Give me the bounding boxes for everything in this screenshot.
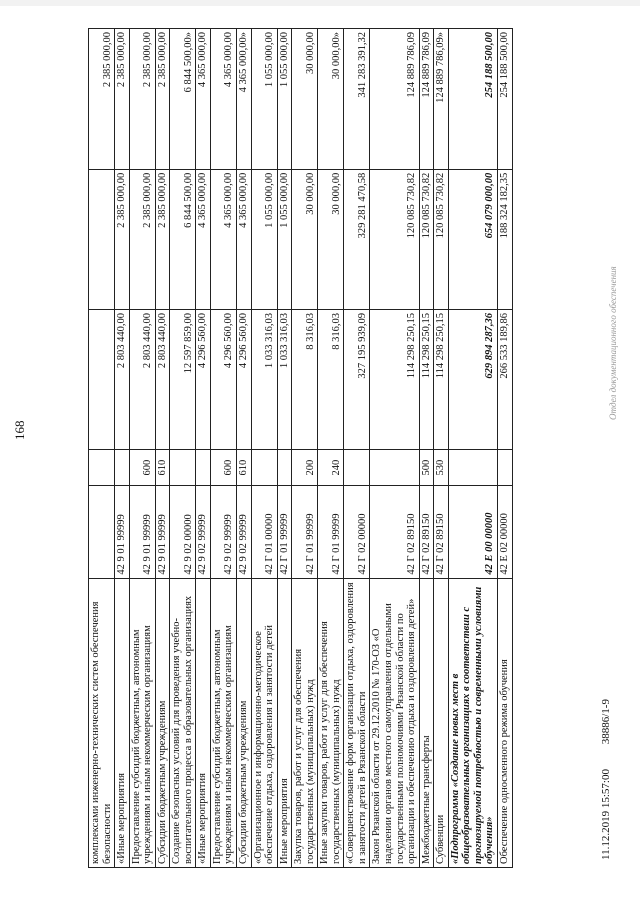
row-value-3-cell: 124 889 786,09» (434, 29, 449, 170)
row-vr-cell: 530 (434, 450, 449, 486)
table-row (89, 29, 115, 868)
table-row (155, 29, 170, 868)
row-name-cell: «Подпрограмма «Создание новых мест в общеобразовательных организациях в соответствии с прогнозируемой потребностью и современными условиями обучения» (448, 578, 497, 867)
row-value-2-cell: 1 055 000,00 (277, 169, 292, 309)
row-code-cell: 42 Г 02 00000 (344, 486, 370, 579)
table-row (292, 29, 318, 868)
table-row (419, 29, 434, 868)
row-vr-cell (497, 450, 512, 486)
department-stamp: Отдел документационного обеспечения (608, 266, 618, 420)
row-value-1-cell: 629 894 287,36 (448, 310, 497, 450)
row-value-3-cell: 1 055 000,00 (251, 29, 277, 170)
row-value-1-cell: 8 316,03 (292, 310, 318, 450)
row-value-1-cell: 327 195 939,09 (344, 310, 370, 450)
row-name-cell: Обеспечение односменного режима обучения (497, 578, 512, 867)
row-value-2-cell: 188 324 182,35 (497, 169, 512, 309)
row-value-3-cell: 4 365 000,00 (196, 29, 211, 170)
row-code-cell: 42 Г 01 99999 (318, 486, 344, 579)
row-name-cell: Иные закупки товаров, работ и услуг для обеспечения государственных (муниципальных) нужд (318, 578, 344, 867)
row-value-2-cell: 4 365 000,00 (196, 169, 211, 309)
row-value-3-cell: 1 055 000,00 (277, 29, 292, 170)
row-code-cell: 42 9 01 99999 (129, 486, 155, 579)
row-vr-cell (89, 450, 115, 486)
row-value-1-cell: 114 298 250,15 (419, 310, 434, 450)
footer (600, 677, 612, 860)
row-value-1-cell: 4 296 560,00 (237, 310, 252, 450)
row-vr-cell (170, 450, 196, 486)
budget-table (88, 28, 513, 868)
row-value-1-cell: 114 298 250,15 (370, 310, 419, 450)
row-code-cell: 42 Е 00 00000 (448, 486, 497, 579)
row-code-cell: 42 Г 01 99999 (277, 486, 292, 579)
row-value-2-cell (89, 169, 115, 309)
row-vr-cell: 200 (292, 450, 318, 486)
table-row (210, 29, 236, 868)
row-value-2-cell: 30 000,00 (318, 169, 344, 309)
footer-timestamp: 11.12.2019 15:57:00 (600, 769, 612, 860)
row-value-2-cell: 2 385 000,00 (115, 169, 130, 309)
table-row (115, 29, 130, 868)
row-vr-cell: 610 (237, 450, 252, 486)
table-row (251, 29, 277, 868)
row-value-3-cell: 2 385 000,00 (129, 29, 155, 170)
row-name-cell: «Иные мероприятия (115, 578, 130, 867)
row-value-1-cell: 2 803 440,00 (129, 310, 155, 450)
row-value-1-cell: 266 533 189,86 (497, 310, 512, 450)
row-value-1-cell (89, 310, 115, 450)
row-value-1-cell: 2 803 440,00 (115, 310, 130, 450)
row-code-cell: 42 9 01 99999 (155, 486, 170, 579)
row-code-cell: 42 Е 02 00000 (497, 486, 512, 579)
row-code-cell: 42 9 02 00000 (170, 486, 196, 579)
table-row (170, 29, 196, 868)
row-vr-cell: 610 (155, 450, 170, 486)
budget-table-body (89, 29, 513, 868)
table-row (196, 29, 211, 868)
table-row (344, 29, 370, 868)
row-value-3-cell: 341 283 391,32 (344, 29, 370, 170)
row-code-cell: 42 9 01 99999 (115, 486, 130, 579)
row-name-cell: «Иные мероприятия (196, 578, 211, 867)
row-vr-cell (277, 450, 292, 486)
row-value-1-cell: 114 298 250,15 (434, 310, 449, 450)
row-value-1-cell: 4 296 560,00 (210, 310, 236, 450)
row-value-3-cell: 6 844 500,00» (170, 29, 196, 170)
row-value-3-cell: 2 385 000,00 (155, 29, 170, 170)
row-vr-cell (115, 450, 130, 486)
row-value-3-cell: 2 385 000,00 (115, 29, 130, 170)
footer-doc-code: 38886/1-9 (600, 699, 612, 745)
row-name-cell: Закон Рязанской области от 29.12.2010 № 170-ОЗ «О наделении органов местного самоуправления отдельными государственными полномочиями Рязанской области по организации и обеспечению отдыха и оздоровления детей» (370, 578, 419, 867)
row-value-1-cell: 8 316,03 (318, 310, 344, 450)
table-row (497, 29, 512, 868)
row-value-2-cell: 2 385 000,00 (129, 169, 155, 309)
row-value-3-cell: 254 188 500,00 (497, 29, 512, 170)
row-value-3-cell: 254 188 500,00 (448, 29, 497, 170)
row-name-cell: Субсидии бюджетным учреждениям (155, 578, 170, 867)
row-vr-cell: 240 (318, 450, 344, 486)
row-vr-cell: 500 (419, 450, 434, 486)
row-value-2-cell: 1 055 000,00 (251, 169, 277, 309)
row-name-cell: комплексами инженерно-технических систем обеспечения безопасности (89, 578, 115, 867)
row-vr-cell: 600 (129, 450, 155, 486)
row-code-cell: 42 Г 02 89150 (419, 486, 434, 579)
table-row (237, 29, 252, 868)
row-value-2-cell: 6 844 500,00 (170, 169, 196, 309)
scan-top-edge (0, 0, 640, 6)
row-value-2-cell: 120 085 730,82 (419, 169, 434, 309)
table-row (277, 29, 292, 868)
row-value-2-cell: 4 365 000,00 (210, 169, 236, 309)
row-value-3-cell: 2 385 000,00 (89, 29, 115, 170)
row-vr-cell (448, 450, 497, 486)
budget-table-container (88, 28, 513, 868)
row-code-cell: 42 Г 02 89150 (434, 486, 449, 579)
row-value-3-cell: 30 000,00» (318, 29, 344, 170)
table-row (129, 29, 155, 868)
row-vr-cell (370, 450, 419, 486)
row-value-2-cell: 329 281 470,58 (344, 169, 370, 309)
row-code-cell: 42 Г 02 89150 (370, 486, 419, 579)
table-row (370, 29, 419, 868)
row-value-1-cell: 4 296 560,00 (196, 310, 211, 450)
row-name-cell: Субвенции (434, 578, 449, 867)
row-code-cell: 42 9 02 99999 (210, 486, 236, 579)
row-vr-cell (344, 450, 370, 486)
row-value-2-cell: 2 385 000,00 (155, 169, 170, 309)
row-value-1-cell: 1 033 316,03 (251, 310, 277, 450)
row-code-cell (89, 486, 115, 579)
row-value-1-cell: 2 803 440,00 (155, 310, 170, 450)
row-name-cell: Предоставление субсидий бюджетным, автономным учреждениям и иным некоммерческим организациям (210, 578, 236, 867)
row-value-3-cell: 124 889 786,09 (419, 29, 434, 170)
row-code-cell: 42 9 02 99999 (196, 486, 211, 579)
row-code-cell: 42 Г 01 99999 (292, 486, 318, 579)
row-name-cell: Иные мероприятия (277, 578, 292, 867)
table-row (318, 29, 344, 868)
row-value-2-cell: 4 365 000,00 (237, 169, 252, 309)
row-name-cell: «Совершенствование форм организации отдыха, оздоровления и занятости детей в Рязанской области (344, 578, 370, 867)
row-name-cell: Закупка товаров, работ и услуг для обеспечения государственных (муниципальных) нужд (292, 578, 318, 867)
row-name-cell: Предоставление субсидий бюджетным, автономным учреждениям и иным некоммерческим организациям (129, 578, 155, 867)
row-name-cell: Создание безопасных условий для проведения учебно-воспитательного процесса в образовательных организациях (170, 578, 196, 867)
row-vr-cell (196, 450, 211, 486)
row-value-3-cell: 124 889 786,09 (370, 29, 419, 170)
row-name-cell: Межбюджетные трансферты (419, 578, 434, 867)
row-name-cell: «Организационное и информационно-методическое обеспечение отдыха, оздоровления и занятости детей (251, 578, 277, 867)
row-value-3-cell: 4 365 000,00 (210, 29, 236, 170)
row-value-2-cell: 120 085 730,82 (370, 169, 419, 309)
row-code-cell: 42 Г 01 00000 (251, 486, 277, 579)
row-value-2-cell: 120 085 730,82 (434, 169, 449, 309)
row-value-3-cell: 30 000,00 (292, 29, 318, 170)
row-code-cell: 42 9 02 99999 (237, 486, 252, 579)
row-value-1-cell: 1 033 316,03 (277, 310, 292, 450)
row-value-3-cell: 4 365 000,00» (237, 29, 252, 170)
row-vr-cell (251, 450, 277, 486)
row-value-2-cell: 654 079 000,00 (448, 169, 497, 309)
row-value-1-cell: 12 597 859,00 (170, 310, 196, 450)
row-vr-cell: 600 (210, 450, 236, 486)
table-row (434, 29, 449, 868)
row-name-cell: Субсидии бюджетным учреждениям (237, 578, 252, 867)
row-value-2-cell: 30 000,00 (292, 169, 318, 309)
table-row (448, 29, 497, 868)
page-number: 168 (12, 420, 27, 440)
